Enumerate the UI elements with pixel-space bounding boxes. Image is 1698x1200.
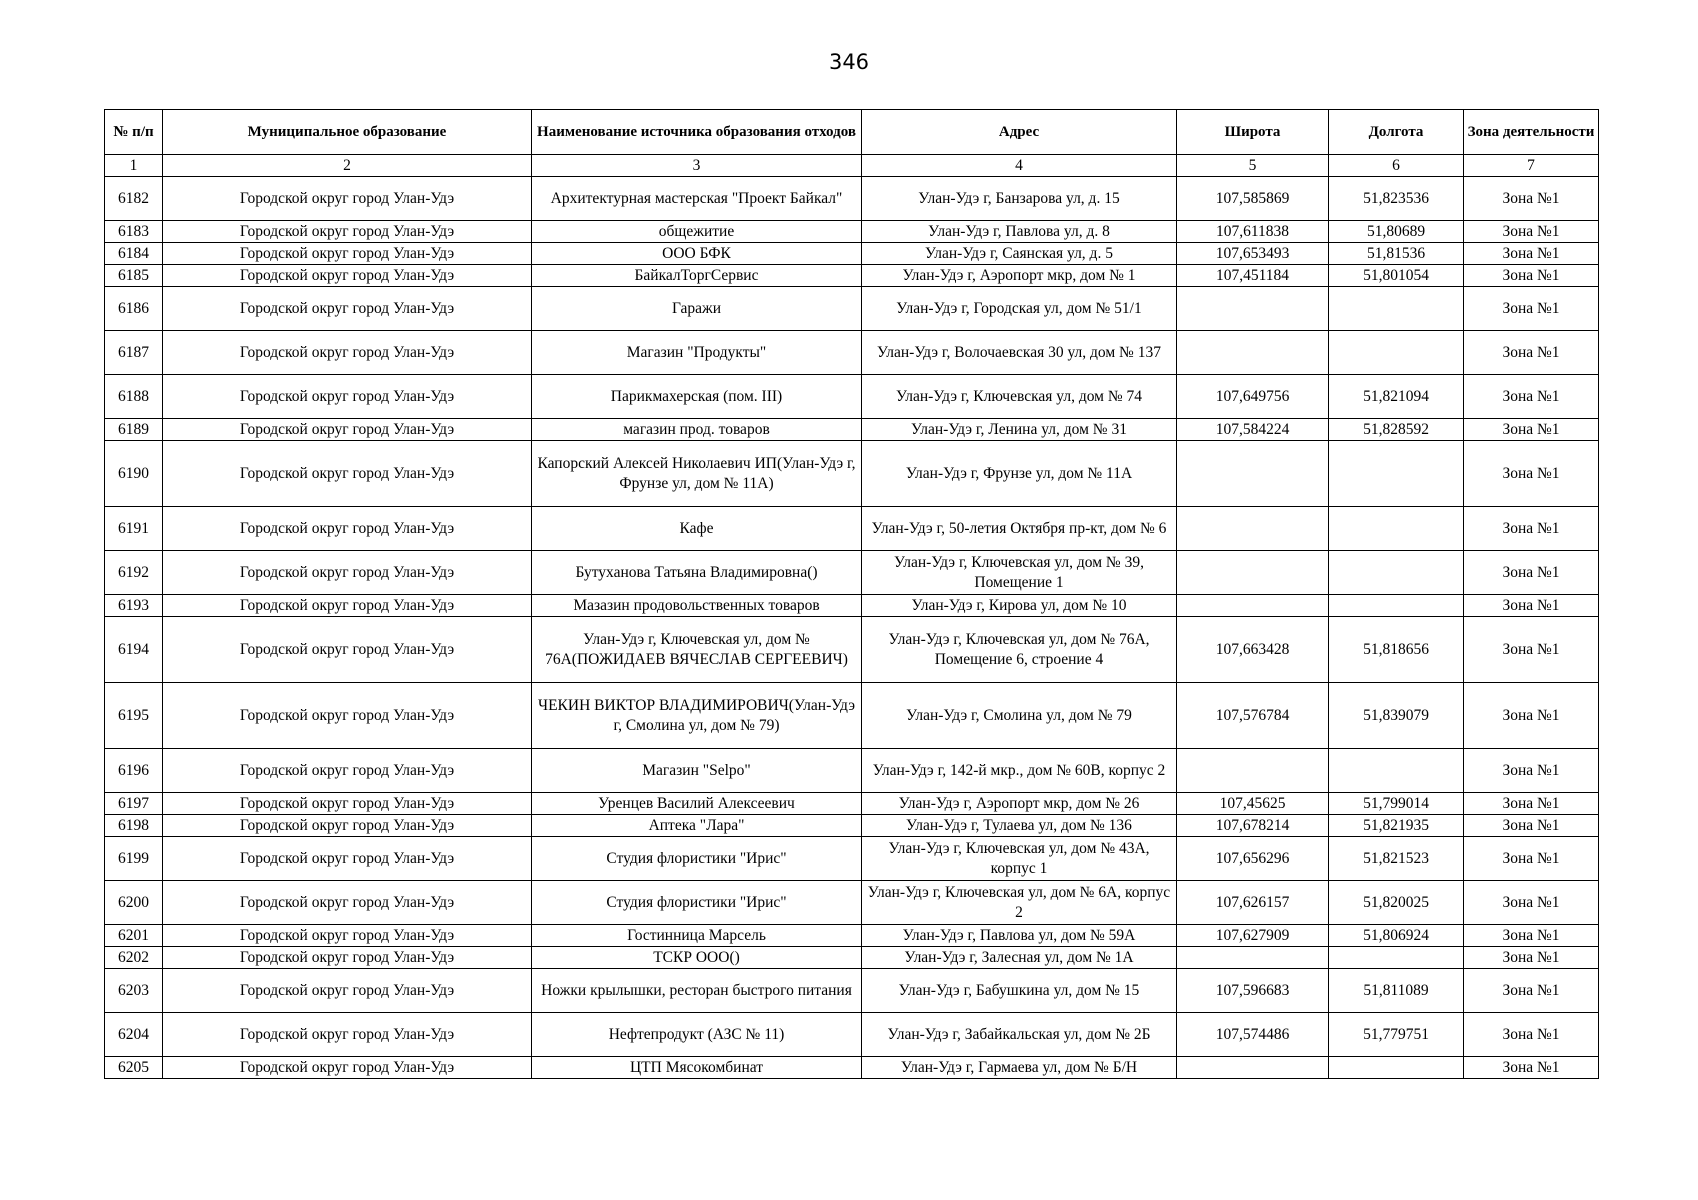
zone-cell: Зона №1 [1464,969,1599,1013]
municipality-cell: Городской округ город Улан-Удэ [163,925,532,947]
source-name-cell: магазин прод. товаров [532,419,862,441]
source-name-cell: Уренцев Василий Алексеевич [532,793,862,815]
source-name-cell: Мазазин продовольственных товаров [532,595,862,617]
table-row [105,925,1599,947]
latitude-cell [1177,331,1329,375]
table-row [105,969,1599,1013]
header-row [105,110,1599,155]
zone-cell: Зона №1 [1464,925,1599,947]
source-name-cell: ЧЕКИН ВИКТОР ВЛАДИМИРОВИЧ(Улан-Удэ г, Смолина ул, дом № 79) [532,683,862,749]
table-row [105,551,1599,595]
latitude-cell: 107,653493 [1177,243,1329,265]
table-row [105,947,1599,969]
table-row [105,749,1599,793]
latitude-cell [1177,551,1329,595]
source-name-cell: Улан-Удэ г, Ключевская ул, дом № 76А(ПОЖИДАЕВ ВЯЧЕСЛАВ СЕРГЕЕВИЧ) [532,617,862,683]
source-name-cell: ООО БФК [532,243,862,265]
table-row [105,1013,1599,1057]
zone-cell: Зона №1 [1464,177,1599,221]
latitude-cell [1177,441,1329,507]
address-cell: Улан-Удэ г, Городская ул, дом № 51/1 [862,287,1177,331]
row-number-cell: 6205 [105,1057,163,1079]
municipality-cell: Городской округ город Улан-Удэ [163,881,532,925]
table-row [105,1057,1599,1079]
longitude-cell: 51,801054 [1329,265,1464,287]
municipality-cell: Городской округ город Улан-Удэ [163,551,532,595]
row-number-cell: 6195 [105,683,163,749]
source-name-cell: Студия флористики "Ирис" [532,837,862,881]
longitude-cell [1329,441,1464,507]
header-municipality: Муниципальное образование [163,110,532,155]
municipality-cell: Городской округ город Улан-Удэ [163,947,532,969]
table-row [105,441,1599,507]
source-name-cell: общежитие [532,221,862,243]
table-row [105,793,1599,815]
source-name-cell: Магазин "Продукты" [532,331,862,375]
zone-cell: Зона №1 [1464,287,1599,331]
zone-cell: Зона №1 [1464,881,1599,925]
longitude-cell: 51,821523 [1329,837,1464,881]
page-number: 346 [828,50,870,74]
zone-cell: Зона №1 [1464,1057,1599,1079]
longitude-cell: 51,823536 [1329,177,1464,221]
address-cell: Улан-Удэ г, Фрунзе ул, дом № 11А [862,441,1177,507]
latitude-cell [1177,507,1329,551]
address-cell: Улан-Удэ г, Ключевская ул, дом № 76А, Помещение 6, строение 4 [862,617,1177,683]
latitude-cell: 107,627909 [1177,925,1329,947]
latitude-cell [1177,595,1329,617]
latitude-cell: 107,663428 [1177,617,1329,683]
header-longitude: Долгота [1329,110,1464,155]
municipality-cell: Городской округ город Улан-Удэ [163,177,532,221]
table-row [105,375,1599,419]
municipality-cell: Городской округ город Улан-Удэ [163,287,532,331]
municipality-cell: Городской округ город Улан-Удэ [163,617,532,683]
zone-cell: Зона №1 [1464,815,1599,837]
row-number-cell: 6197 [105,793,163,815]
row-number-cell: 6186 [105,287,163,331]
column-number: 2 [163,155,532,177]
table-row [105,419,1599,441]
latitude-cell: 107,576784 [1177,683,1329,749]
source-name-cell: БайкалТоргСервис [532,265,862,287]
municipality-cell: Городской округ город Улан-Удэ [163,969,532,1013]
row-number-cell: 6202 [105,947,163,969]
row-number-cell: 6191 [105,507,163,551]
row-number-cell: 6196 [105,749,163,793]
row-number-cell: 6193 [105,595,163,617]
latitude-cell: 107,596683 [1177,969,1329,1013]
row-number-cell: 6187 [105,331,163,375]
row-number-cell: 6190 [105,441,163,507]
table-row [105,683,1599,749]
zone-cell: Зона №1 [1464,551,1599,595]
longitude-cell: 51,779751 [1329,1013,1464,1057]
address-cell: Улан-Удэ г, Ключевская ул, дом № 43А, корпус 1 [862,837,1177,881]
column-number: 5 [1177,155,1329,177]
source-name-cell: ЦТП Мясокомбинат [532,1057,862,1079]
municipality-cell: Городской округ город Улан-Удэ [163,815,532,837]
row-number-cell: 6183 [105,221,163,243]
latitude-cell [1177,749,1329,793]
address-cell: Улан-Удэ г, Бабушкина ул, дом № 15 [862,969,1177,1013]
row-number-cell: 6203 [105,969,163,1013]
longitude-cell: 51,821094 [1329,375,1464,419]
zone-cell: Зона №1 [1464,507,1599,551]
table-row [105,265,1599,287]
longitude-cell [1329,551,1464,595]
latitude-cell [1177,287,1329,331]
longitude-cell: 51,828592 [1329,419,1464,441]
source-name-cell: ТСКР ООО() [532,947,862,969]
longitude-cell: 51,81536 [1329,243,1464,265]
row-number-cell: 6189 [105,419,163,441]
municipality-cell: Городской округ город Улан-Удэ [163,793,532,815]
longitude-cell: 51,839079 [1329,683,1464,749]
column-number-row [105,155,1599,177]
address-cell: Улан-Удэ г, Саянская ул, д. 5 [862,243,1177,265]
municipality-cell: Городской округ город Улан-Удэ [163,507,532,551]
zone-cell: Зона №1 [1464,595,1599,617]
row-number-cell: 6194 [105,617,163,683]
row-number-cell: 6188 [105,375,163,419]
row-number-cell: 6184 [105,243,163,265]
column-number: 4 [862,155,1177,177]
municipality-cell: Городской округ город Улан-Удэ [163,595,532,617]
longitude-cell: 51,818656 [1329,617,1464,683]
zone-cell: Зона №1 [1464,243,1599,265]
address-cell: Улан-Удэ г, Ключевская ул, дом № 39, Помещение 1 [862,551,1177,595]
longitude-cell [1329,507,1464,551]
longitude-cell: 51,821935 [1329,815,1464,837]
latitude-cell: 107,678214 [1177,815,1329,837]
source-name-cell: Нефтепродукт (АЗС № 11) [532,1013,862,1057]
longitude-cell: 51,811089 [1329,969,1464,1013]
longitude-cell [1329,595,1464,617]
municipality-cell: Городской округ город Улан-Удэ [163,1013,532,1057]
address-cell: Улан-Удэ г, Ключевская ул, дом № 74 [862,375,1177,419]
table-row [105,595,1599,617]
zone-cell: Зона №1 [1464,749,1599,793]
zone-cell: Зона №1 [1464,441,1599,507]
source-name-cell: Студия флористики "Ирис" [532,881,862,925]
zone-cell: Зона №1 [1464,683,1599,749]
zone-cell: Зона №1 [1464,331,1599,375]
municipality-cell: Городской округ город Улан-Удэ [163,683,532,749]
latitude-cell [1177,1057,1329,1079]
municipality-cell: Городской округ город Улан-Удэ [163,265,532,287]
address-cell: Улан-Удэ г, Волочаевская 30 ул, дом № 137 [862,331,1177,375]
row-number-cell: 6182 [105,177,163,221]
address-cell: Улан-Удэ г, Банзарова ул, д. 15 [862,177,1177,221]
address-cell: Улан-Удэ г, Забайкальская ул, дом № 2Б [862,1013,1177,1057]
table-row [105,287,1599,331]
source-name-cell: Магазин "Selpo" [532,749,862,793]
row-number-cell: 6199 [105,837,163,881]
address-cell: Улан-Удэ г, Ленина ул, дом № 31 [862,419,1177,441]
zone-cell: Зона №1 [1464,419,1599,441]
address-cell: Улан-Удэ г, Аэропорт мкр, дом № 1 [862,265,1177,287]
municipality-cell: Городской округ город Улан-Удэ [163,441,532,507]
latitude-cell: 107,584224 [1177,419,1329,441]
latitude-cell: 107,649756 [1177,375,1329,419]
table-row [105,331,1599,375]
longitude-cell [1329,947,1464,969]
row-number-cell: 6201 [105,925,163,947]
address-cell: Улан-Удэ г, Ключевская ул, дом № 6А, корпус 2 [862,881,1177,925]
zone-cell: Зона №1 [1464,221,1599,243]
address-cell: Улан-Удэ г, Залесная ул, дом № 1А [862,947,1177,969]
column-number: 1 [105,155,163,177]
source-name-cell: Капорский Алексей Николаевич ИП(Улан-Удэ г, Фрунзе ул, дом № 11А) [532,441,862,507]
table-row [105,617,1599,683]
address-cell: Улан-Удэ г, Аэропорт мкр, дом № 26 [862,793,1177,815]
source-name-cell: Гостинница Марсель [532,925,862,947]
longitude-cell: 51,799014 [1329,793,1464,815]
table-row [105,221,1599,243]
zone-cell: Зона №1 [1464,947,1599,969]
longitude-cell [1329,749,1464,793]
waste-sources-table [104,109,1599,1079]
row-number-cell: 6198 [105,815,163,837]
latitude-cell [1177,947,1329,969]
longitude-cell [1329,287,1464,331]
source-name-cell: Аптека "Лара" [532,815,862,837]
latitude-cell: 107,656296 [1177,837,1329,881]
table-row [105,243,1599,265]
municipality-cell: Городской округ город Улан-Удэ [163,1057,532,1079]
address-cell: Улан-Удэ г, Павлова ул, дом № 59А [862,925,1177,947]
municipality-cell: Городской округ город Улан-Удэ [163,419,532,441]
table-row [105,837,1599,881]
address-cell: Улан-Удэ г, 142-й мкр., дом № 60В, корпус 2 [862,749,1177,793]
table-row [105,177,1599,221]
municipality-cell: Городской округ город Улан-Удэ [163,243,532,265]
column-number: 7 [1464,155,1599,177]
row-number-cell: 6204 [105,1013,163,1057]
municipality-cell: Городской округ город Улан-Удэ [163,837,532,881]
zone-cell: Зона №1 [1464,265,1599,287]
source-name-cell: Кафе [532,507,862,551]
zone-cell: Зона №1 [1464,617,1599,683]
header-address: Адрес [862,110,1177,155]
address-cell: Улан-Удэ г, Гармаева ул, дом № Б/Н [862,1057,1177,1079]
municipality-cell: Городской округ город Улан-Удэ [163,749,532,793]
address-cell: Улан-Удэ г, Кирова ул, дом № 10 [862,595,1177,617]
row-number-cell: 6185 [105,265,163,287]
source-name-cell: Архитектурная мастерская "Проект Байкал" [532,177,862,221]
zone-cell: Зона №1 [1464,1013,1599,1057]
latitude-cell: 107,574486 [1177,1013,1329,1057]
longitude-cell [1329,331,1464,375]
source-name-cell: Гаражи [532,287,862,331]
source-name-cell: Бутуханова Татьяна Владимировна() [532,551,862,595]
address-cell: Улан-Удэ г, Тулаева ул, дом № 136 [862,815,1177,837]
longitude-cell [1329,1057,1464,1079]
zone-cell: Зона №1 [1464,793,1599,815]
address-cell: Улан-Удэ г, Павлова ул, д. 8 [862,221,1177,243]
header-zone: Зона деятельности [1464,110,1599,155]
zone-cell: Зона №1 [1464,837,1599,881]
municipality-cell: Городской округ город Улан-Удэ [163,221,532,243]
column-number: 3 [532,155,862,177]
table-row [105,881,1599,925]
municipality-cell: Городской округ город Улан-Удэ [163,331,532,375]
row-number-cell: 6192 [105,551,163,595]
address-cell: Улан-Удэ г, 50-летия Октября пр-кт, дом № 6 [862,507,1177,551]
longitude-cell: 51,820025 [1329,881,1464,925]
row-number-cell: 6200 [105,881,163,925]
latitude-cell: 107,611838 [1177,221,1329,243]
address-cell: Улан-Удэ г, Смолина ул, дом № 79 [862,683,1177,749]
latitude-cell: 107,45625 [1177,793,1329,815]
zone-cell: Зона №1 [1464,375,1599,419]
table-row [105,507,1599,551]
column-number: 6 [1329,155,1464,177]
header-source-name: Наименование источника образования отходов [532,110,862,155]
source-name-cell: Парикмахерская (пом. III) [532,375,862,419]
source-name-cell: Ножки крылышки, ресторан быстрого питания [532,969,862,1013]
header-latitude: Широта [1177,110,1329,155]
table-row [105,815,1599,837]
municipality-cell: Городской округ город Улан-Удэ [163,375,532,419]
latitude-cell: 107,626157 [1177,881,1329,925]
longitude-cell: 51,80689 [1329,221,1464,243]
longitude-cell: 51,806924 [1329,925,1464,947]
latitude-cell: 107,451184 [1177,265,1329,287]
header-number: № п/п [105,110,163,155]
latitude-cell: 107,585869 [1177,177,1329,221]
